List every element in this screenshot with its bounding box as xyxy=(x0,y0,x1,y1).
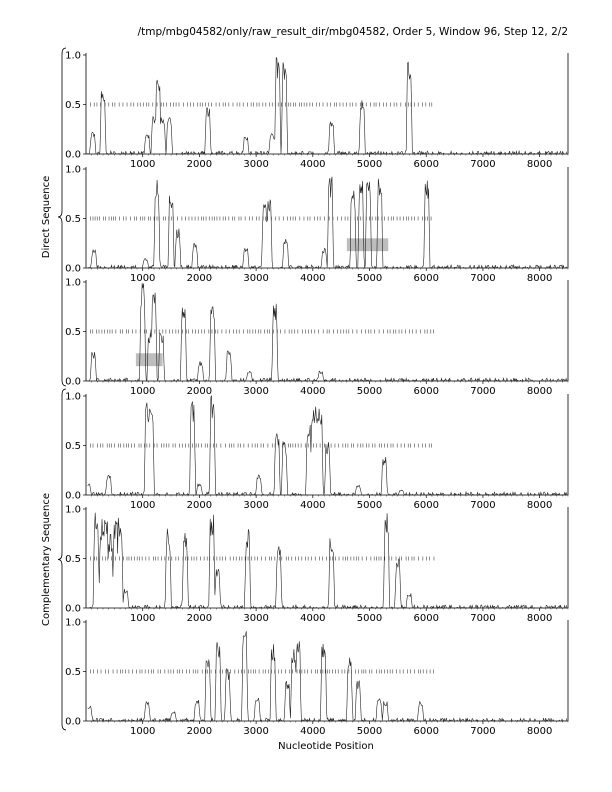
y-tick-label: 0.0 xyxy=(65,376,81,388)
y-tick-label: 1.0 xyxy=(65,617,81,629)
x-tick-label: 3000 xyxy=(243,726,269,737)
panel-1 xyxy=(65,51,568,171)
y-tick-label: 0.5 xyxy=(65,441,81,452)
x-tick-label: 8000 xyxy=(526,159,553,170)
x-tick-label: 3000 xyxy=(243,386,269,397)
x-tick-label: 6000 xyxy=(413,500,439,511)
y-tick-label: 0.5 xyxy=(65,327,81,338)
x-tick-label: 7000 xyxy=(470,386,496,397)
x-tick-label: 6000 xyxy=(413,613,439,624)
x-tick-label: 7000 xyxy=(470,500,496,511)
x-tick-label: 1000 xyxy=(129,613,156,624)
x-tick-label: 8000 xyxy=(526,613,553,624)
x-tick-label: 3000 xyxy=(243,159,269,170)
x-tick-label: 1000 xyxy=(129,159,156,170)
x-tick-label: 8000 xyxy=(526,273,553,284)
x-tick-label: 4000 xyxy=(300,500,326,511)
x-tick-label: 7000 xyxy=(470,613,496,624)
x-tick-label: 3000 xyxy=(243,613,269,624)
y-tick-label: 0.0 xyxy=(65,716,81,728)
x-tick-label: 1000 xyxy=(129,500,156,511)
x-tick-label: 4000 xyxy=(300,386,326,397)
x-tick-label: 2000 xyxy=(186,613,213,624)
x-tick-label: 4000 xyxy=(300,613,326,624)
y-tick-label: 0.0 xyxy=(65,603,81,615)
y-tick-label: 1.0 xyxy=(65,50,81,62)
y-tick-label: 1.0 xyxy=(65,164,81,176)
x-tick-label: 5000 xyxy=(356,613,383,624)
coding-potential-line xyxy=(88,513,567,608)
x-tick-label: 8000 xyxy=(526,386,553,397)
coding-potential-line xyxy=(88,177,567,268)
x-tick-label: 5000 xyxy=(356,159,383,170)
x-tick-label: 2000 xyxy=(186,159,213,170)
x-tick-label: 1000 xyxy=(129,726,156,737)
panel-3 xyxy=(65,278,568,398)
x-tick-label: 6000 xyxy=(413,386,439,397)
panel-5 xyxy=(65,505,568,625)
x-tick-label: 3000 xyxy=(243,273,269,284)
y-tick-label: 1.0 xyxy=(65,504,81,516)
x-tick-label: 5000 xyxy=(356,386,383,397)
x-tick-label: 2000 xyxy=(186,726,213,737)
x-tick-label: 5000 xyxy=(356,726,383,737)
panel-2 xyxy=(65,165,568,285)
x-tick-label: 5000 xyxy=(356,273,383,284)
x-tick-label: 6000 xyxy=(413,273,439,284)
y-tick-label: 0.5 xyxy=(65,100,81,111)
x-axis-label: Nucleotide Position xyxy=(278,741,374,752)
x-tick-label: 7000 xyxy=(470,726,496,737)
x-tick-label: 2000 xyxy=(186,386,213,397)
y-tick-label: 1.0 xyxy=(65,391,81,403)
y-tick-label: 0.5 xyxy=(65,667,81,678)
y-tick-label: 0.0 xyxy=(65,490,81,502)
x-tick-label: 2000 xyxy=(186,273,213,284)
orf-shade xyxy=(347,238,388,251)
y-tick-label: 0.5 xyxy=(65,214,81,225)
panel-4 xyxy=(65,392,568,512)
x-tick-label: 7000 xyxy=(470,159,496,170)
y-tick-label: 0.5 xyxy=(65,554,81,565)
x-tick-label: 7000 xyxy=(470,273,496,284)
x-tick-label: 1000 xyxy=(129,273,156,284)
y-tick-label: 1.0 xyxy=(65,277,81,289)
x-tick-label: 2000 xyxy=(186,500,213,511)
x-tick-label: 6000 xyxy=(413,159,439,170)
coding-potential-line xyxy=(88,396,567,495)
group-label: Complementary Sequence xyxy=(41,493,52,626)
coding-potential-line xyxy=(88,631,567,721)
x-tick-label: 3000 xyxy=(243,500,269,511)
panel-6 xyxy=(65,618,568,738)
x-tick-label: 1000 xyxy=(129,386,156,397)
chart-title: /tmp/mbg04582/only/raw_result_dir/mbg04582, Order 5, Window 96, Step 12, 2/2 xyxy=(137,26,568,38)
x-tick-label: 6000 xyxy=(413,726,439,737)
x-tick-label: 8000 xyxy=(526,500,553,511)
x-tick-label: 4000 xyxy=(300,273,326,284)
x-tick-label: 5000 xyxy=(356,500,383,511)
panels xyxy=(65,51,568,738)
y-tick-label: 0.0 xyxy=(65,263,81,275)
y-tick-label: 0.0 xyxy=(65,149,81,161)
x-tick-label: 4000 xyxy=(300,159,326,170)
x-tick-label: 8000 xyxy=(526,726,553,737)
group-braces xyxy=(41,48,66,730)
x-tick-label: 4000 xyxy=(300,726,326,737)
group-label: Direct Sequence xyxy=(41,175,52,259)
